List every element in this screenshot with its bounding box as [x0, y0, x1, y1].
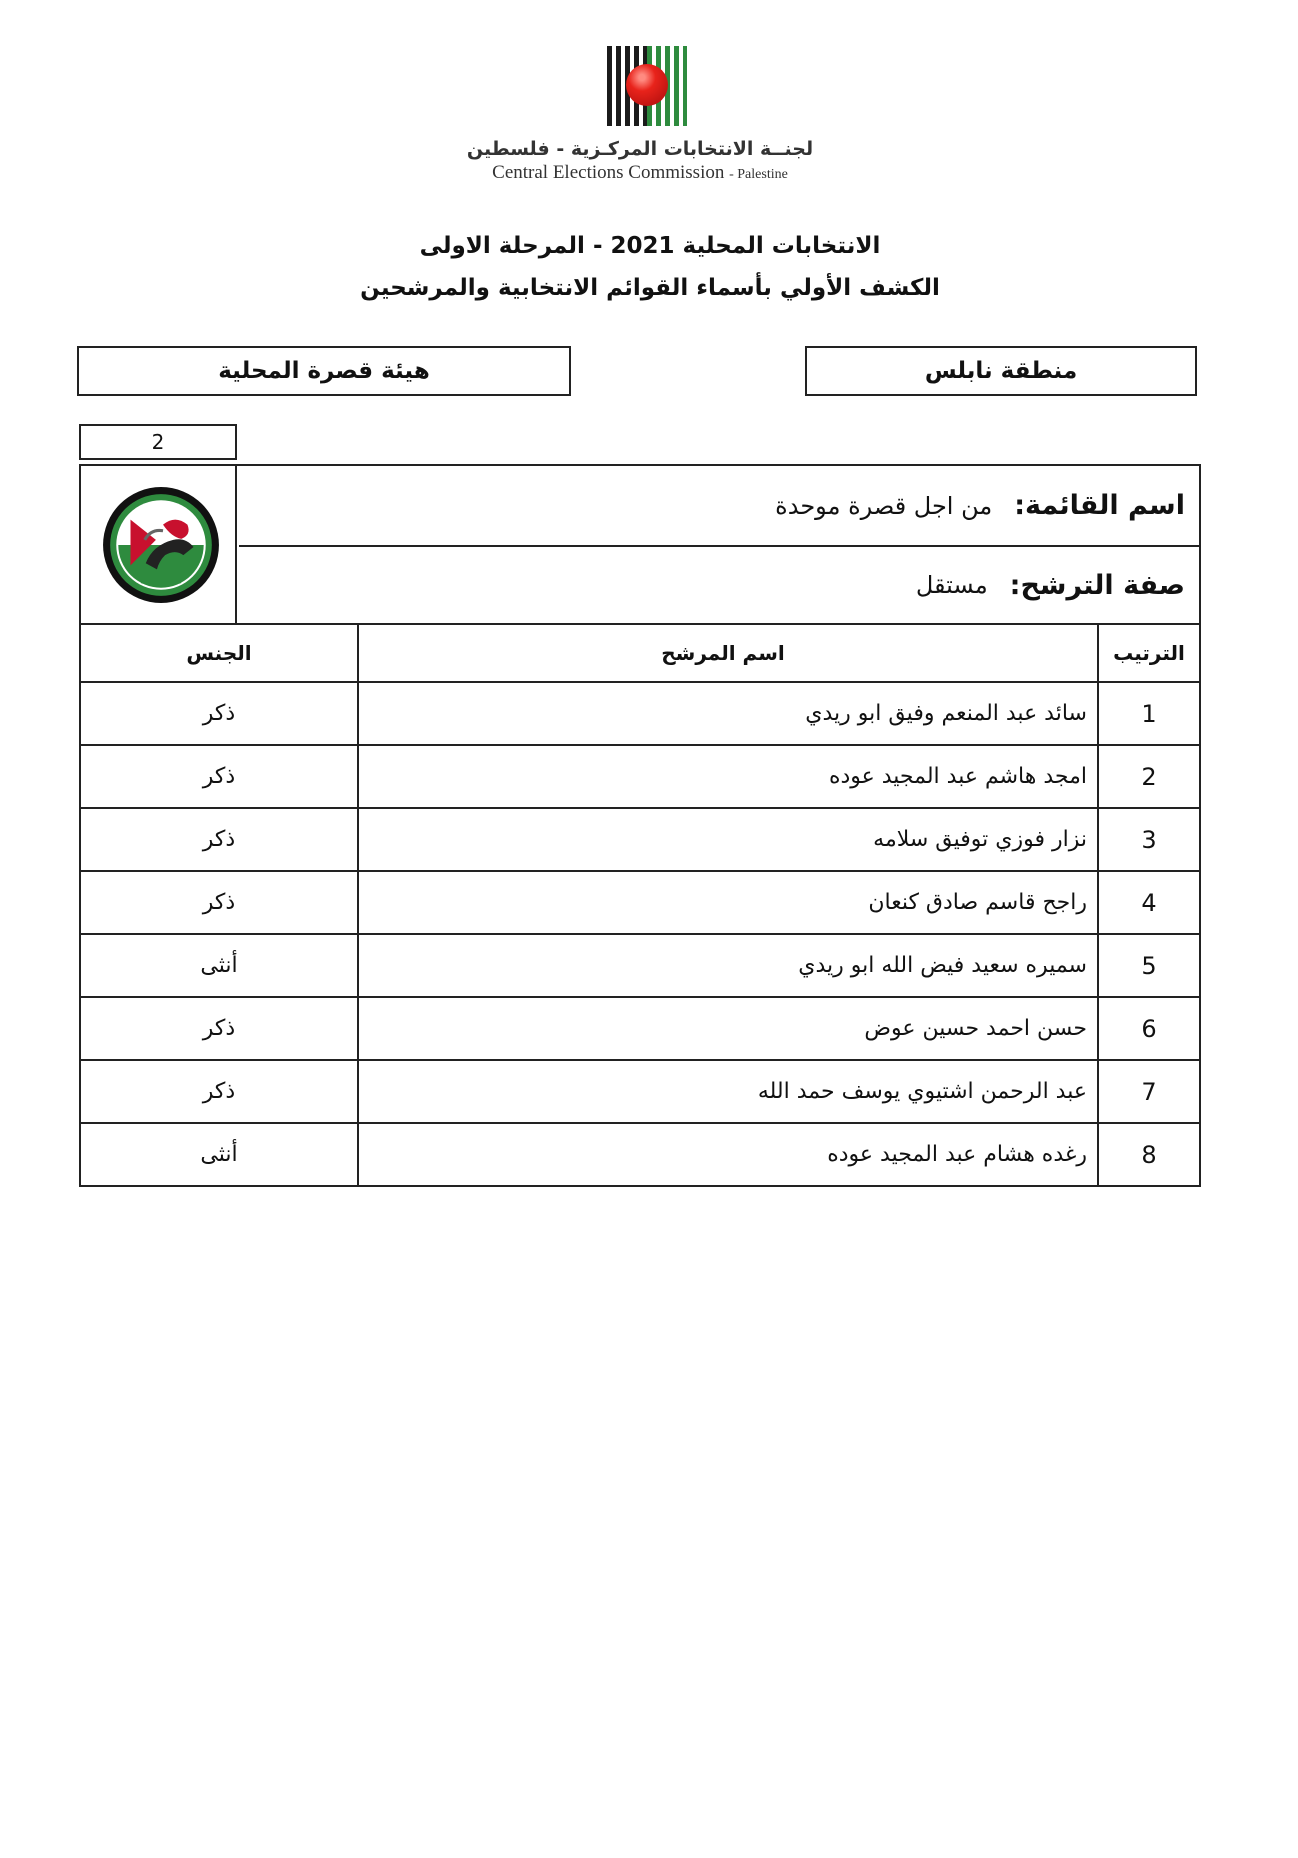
candidate-name: حسن احمد حسين عوض	[358, 997, 1098, 1060]
authority-box: هيئة قصرة المحلية	[77, 346, 571, 396]
list-type-row	[239, 547, 1199, 623]
candidate-gender: ذكر	[80, 745, 358, 808]
column-header-gender: الجنس	[80, 624, 358, 682]
table-row	[80, 871, 1200, 934]
logo-red-ball	[626, 64, 668, 106]
candidate-gender: ذكر	[80, 1060, 358, 1123]
org-name-arabic: لجنــة الانتخابات المركـزية - فلسطين	[466, 138, 814, 160]
candidate-rank: 6	[1098, 997, 1200, 1060]
table-header-row	[80, 624, 1200, 682]
org-name-en-suffix: - Palestine	[729, 167, 788, 182]
table-row	[80, 745, 1200, 808]
candidate-name: نزار فوزي توفيق سلامه	[358, 808, 1098, 871]
candidate-rank: 1	[1098, 682, 1200, 745]
list-type-value: مستقل	[915, 571, 988, 599]
candidate-rank: 2	[1098, 745, 1200, 808]
candidate-rank: 8	[1098, 1123, 1200, 1186]
list-name-value: من اجل قصرة موحدة	[775, 491, 993, 520]
list-emblem-icon	[100, 484, 222, 606]
candidate-gender: ذكر	[80, 871, 358, 934]
table-row	[80, 934, 1200, 997]
candidate-gender: ذكر	[80, 808, 358, 871]
candidate-name: رغده هشام عبد المجيد عوده	[358, 1123, 1098, 1186]
table-row	[80, 682, 1200, 745]
list-name-label: اسم القائمة:	[1014, 490, 1185, 521]
candidate-name: سميره سعيد فيض الله ابو ريدي	[358, 934, 1098, 997]
column-header-name: اسم المرشح	[358, 624, 1098, 682]
candidate-gender: أنثى	[80, 1123, 358, 1186]
candidate-name: عبد الرحمن اشتيوي يوسف حمد الله	[358, 1060, 1098, 1123]
page-title: الانتخابات المحلية 2021 - المرحلة الاولى	[419, 233, 881, 259]
candidate-rank: 5	[1098, 934, 1200, 997]
org-name-english	[440, 162, 840, 184]
table-row	[80, 1060, 1200, 1123]
candidate-rank: 7	[1098, 1060, 1200, 1123]
candidate-gender: أنثى	[80, 934, 358, 997]
candidate-name: امجد هاشم عبد المجيد عوده	[358, 745, 1098, 808]
candidate-rank: 3	[1098, 808, 1200, 871]
candidate-name: راجح قاسم صادق كنعان	[358, 871, 1098, 934]
candidate-gender: ذكر	[80, 997, 358, 1060]
candidate-name: سائد عبد المنعم وفيق ابو ريدي	[358, 682, 1098, 745]
candidate-gender: ذكر	[80, 682, 358, 745]
list-info-block	[79, 464, 1201, 625]
page-subtitle: الكشف الأولي بأسماء القوائم الانتخابية والمرشحين	[360, 275, 940, 301]
list-logo-cell	[81, 466, 237, 623]
table-row	[80, 1123, 1200, 1186]
candidate-rank: 4	[1098, 871, 1200, 934]
list-type-label: صفة الترشح:	[1009, 569, 1185, 601]
org-name-en-main: Central Elections Commission	[492, 162, 725, 183]
region-box: منطقة نابلس	[805, 346, 1197, 396]
table-row	[80, 997, 1200, 1060]
list-number: 2	[79, 424, 237, 460]
column-header-rank: الترتيب	[1098, 624, 1200, 682]
candidates-table	[79, 623, 1201, 1187]
list-name-row	[239, 466, 1199, 547]
cec-logo	[607, 46, 687, 126]
table-row	[80, 808, 1200, 871]
